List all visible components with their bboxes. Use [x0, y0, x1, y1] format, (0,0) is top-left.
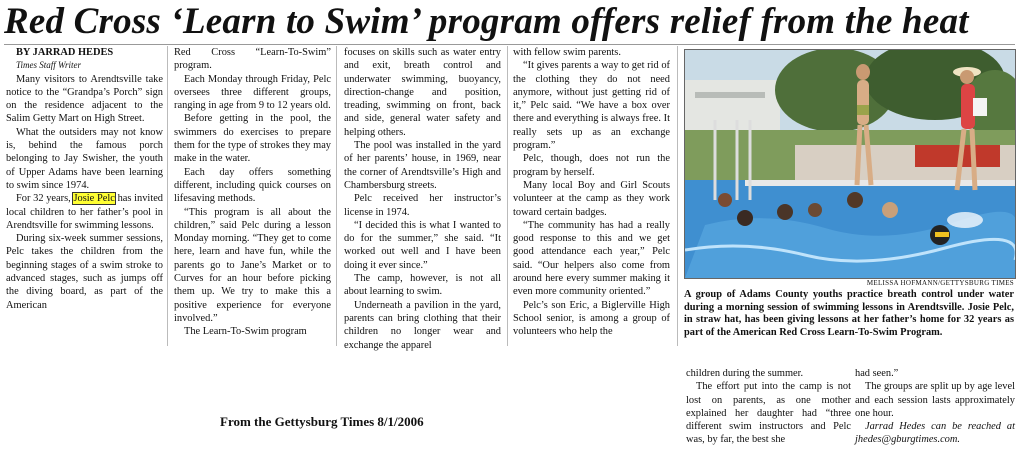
article-column-4 [513, 46, 670, 339]
paragraph: focuses on skills such as water entry and exit, breath control and underwater swimming, buoyancy, direction-change and position, treading, swimming on front, back and side, general water safety and helping others. [344, 47, 501, 138]
paragraph: Many local Boy and Girl Scouts volunteer at the camp as they work toward certain badges. [513, 179, 670, 218]
person [961, 84, 975, 129]
highlighted-name: Josie Pelc [73, 193, 115, 205]
column-divider [336, 46, 337, 346]
paragraph: had seen.” [855, 368, 899, 379]
paragraph: “This program is all about the children,” said Pelc during a lesson Monday morning. “They get to come here, learn and have fun, while the parents go to Jane’s Market or to Curves for an hour before picking them up. We try to make this a positive experience for everyone involved.” [174, 206, 331, 324]
column-divider [677, 46, 678, 346]
paragraph: What the outsiders may not know is, behind the famous porch belonging to Jay Swisher, the youth of Upper Adams have been learning to swim since 1974. [6, 126, 163, 191]
paragraph: The effort put into the camp is not lost on parents, as one mother explained her daughter had “three different swim instructors and Pelc was, by far, the best she [686, 381, 851, 446]
towel-rack [915, 145, 1000, 167]
paragraph: Pelc received her instructor’s license in 1974. [344, 193, 501, 218]
article-column-1 [6, 46, 163, 312]
paragraph: The camp, however, is not all about learning to swim. [344, 273, 501, 298]
paragraph: Each Monday through Friday, Pelc oversees three different groups, ranging in age from 9 to 12 years old. [174, 73, 331, 112]
author-contact: Jarrad Hedes can be reached at jhedes@gburgtimes.com. [855, 421, 1015, 446]
source-footer: From the Gettysburg Times 8/1/2006 [220, 414, 424, 429]
paragraph: Each day offers something different, including quick courses on lifesaving methods. [174, 166, 331, 205]
paragraph: “The community has had a really good response to this and we get good attendance each year,” Pelc said. “Our helpers also come from around here every summer making it even more community oriented.” [513, 219, 670, 298]
pool-photo [684, 49, 1016, 279]
paragraph: Red Cross “Learn-To-Swim” program. [174, 47, 331, 72]
article-column-2 [174, 46, 331, 339]
person [856, 64, 870, 80]
headline: Red Cross ‘Learn to Swim’ program offers relief from the heat [4, 1, 969, 42]
article-column-3 [344, 46, 501, 352]
pool-scene-illustration [685, 50, 1015, 278]
article-column-6 [855, 367, 1015, 447]
paragraph: Underneath a pavilion in the yard, parents can bring clothing that their children no longer wear and exchange the apparel [344, 299, 501, 351]
paragraph-text: has invited local children to her father’s pool in Arendtsville for swimming lessons. [6, 193, 164, 231]
paragraph-text: For 32 years, [16, 193, 71, 205]
byline-name: BY JARRAD HEDES [16, 47, 114, 58]
article-column-5 [686, 367, 851, 447]
paragraph: “It gives parents a way to get rid of the clothing they do not need anymore, without just getting rid of it,” Pelc said. “We have a box over there and everything is always free. It really sets up as an exchange program.” [513, 60, 670, 152]
paragraph: The Learn-To-Swim program [184, 326, 307, 338]
child-swimmer [737, 210, 753, 226]
paragraph: with fellow swim parents. [513, 47, 621, 58]
byline-title: Times Staff Writer [16, 60, 82, 71]
paragraph: The groups are split up by age level and each session lasts approximately one hour. [855, 381, 1015, 419]
paragraph: “I decided this is what I wanted to do for the summer,” she said. “It worked out well and I have been doing it ever since.” [344, 219, 501, 271]
child-swimmer [847, 192, 863, 208]
paragraph: Before getting in the pool, the swimmers do exercises to prepare them for the type of strokes they may make in the water. [174, 113, 331, 165]
paragraph: The pool was installed in the yard of her parents’ house, in 1969, near the corner of Arendtsville’s High and Chambersburg streets. [344, 140, 501, 191]
child-swimmer [777, 204, 793, 220]
paragraph [6, 192, 163, 232]
paragraph: Pelc, though, does not run the program by herself. [513, 153, 670, 178]
paragraph: children during the summer. [686, 368, 804, 379]
paragraph: Many visitors to Arendtsville take notice to the “Grandpa’s Porch” sign on the residence adjacent to the Salim Getty Mart on High Street. [6, 73, 163, 125]
child-swimmer [882, 202, 898, 218]
paragraph: Pelc’s son Eric, a Biglerville High School senior, is among a group of volunteers who help the [513, 299, 670, 338]
photo-caption: A group of Adams County youths practice breath control under water during a morning session of swimming lessons in Arendtsville. Josie Pelc, in straw hat, has been giving lessons at her father’s home for 32 years as part of the American Red Cross Learn-To-Swim Program. [684, 289, 1014, 338]
headline-rule [4, 44, 1015, 45]
photo-credit: MELISSA HOFMANN/GETTYSBURG TIMES [866, 279, 1014, 287]
child-swimmer [808, 203, 822, 217]
splash [947, 212, 983, 228]
column-divider [507, 46, 508, 346]
child-swimmer [718, 193, 732, 207]
paragraph: During six-week summer sessions, Pelc takes the children from the beginning stages of a swim stroke to advanced stages, such as jumps off the diving board, as part of the American [6, 233, 163, 311]
column-divider [167, 46, 168, 346]
